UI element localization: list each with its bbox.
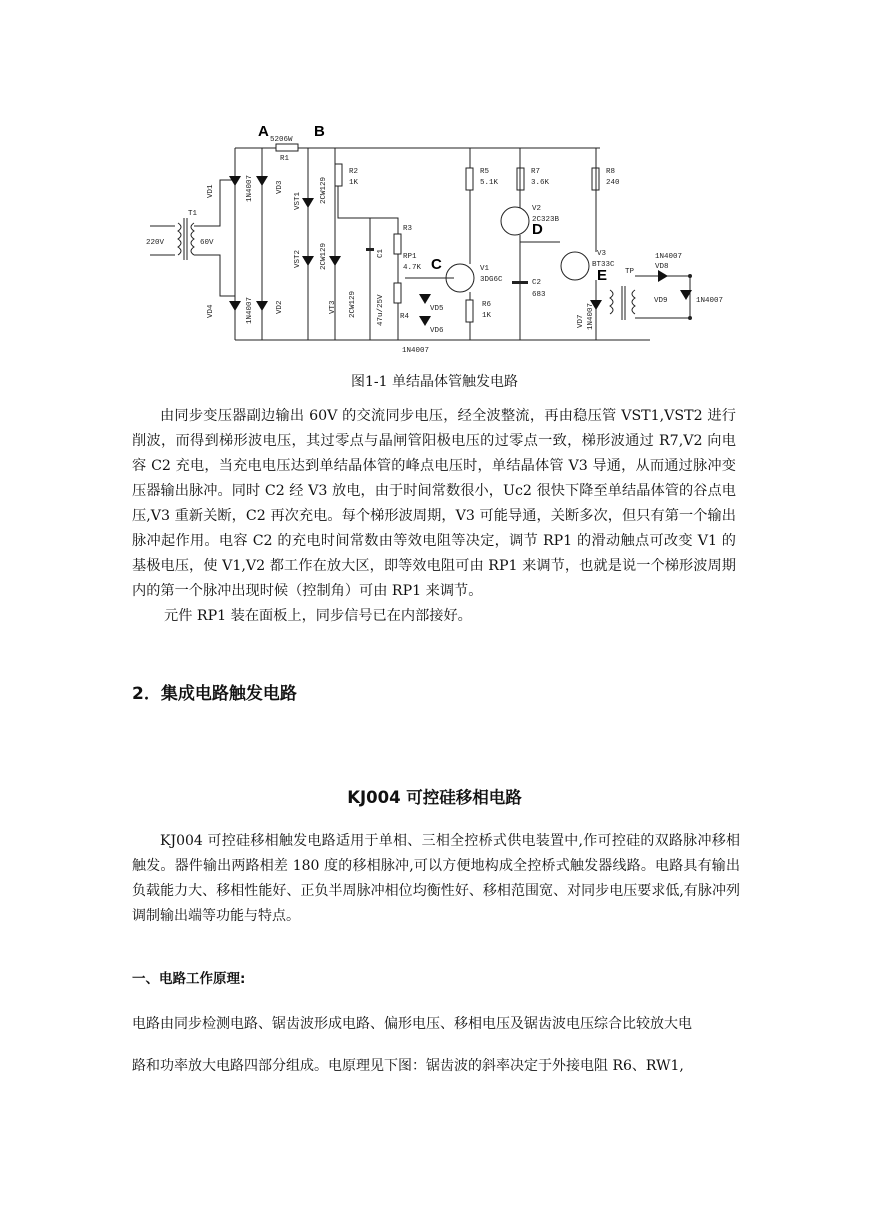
resistor-r6 xyxy=(466,300,473,322)
label-tp: TP xyxy=(625,268,635,276)
transformer-t1 xyxy=(150,180,235,296)
label-r8-value: 240 xyxy=(606,179,620,187)
kj004-body xyxy=(132,829,740,929)
section1-paragraph-2: 元件 RP1 装在面板上，同步信号已在内部接好。 xyxy=(164,608,472,624)
label-v-in: 220V xyxy=(146,239,165,247)
kj004-paragraph: KJ004 可控硅移相触发电路适用于单相、三相全控桥式供电装置中,作可控硅的双路脉冲移相触发。器件输出两路相差 180 度的移相脉冲,可以方便地构成全控桥式触发器线路。电路具有输出负载能力大、移相性能好、正负半周脉冲相位均衡性好、移相范围宽、对同步电压要求低,有脉冲列调制输出端等功能与特点。 xyxy=(132,833,740,924)
output-terminal-2 xyxy=(688,316,692,320)
label-v2-type: 2C323B xyxy=(532,216,560,224)
section1-paragraph-1: 由同步变压器副边输出 60V 的交流同步电压，经全波整流，再由稳压管 VST1,VST2 进行削波，而得到梯形波电压，其过零点与晶闸管阳极电压的过零点一致，梯形波通过 R7,V2 向电容 C2 充电，当充电电压达到单结晶体管的峰点电压时，单结晶体管 V3 导通，从而通过脉冲变压器输出脉冲。同时 C2 经 V3 放电，由于时间常数很小，Uc2 很快下降至单结晶体管的谷点电压,V3 重新关断，C2 再次充电。每个梯形波周期，V3 可能导通，关断多次，但只有第一个输出脉冲起作用。电容 C2 的充电时间常数由等效电阻等决定，调节 RP1 的滑动触点可改变 V1 的基极电压，使 V1,V2 都工作在放大区，即等效电阻可由 RP1 来调节，也就是说一个梯形波周期内的第一个脉冲出现时候（控制角）可由 RP1 来调节。 xyxy=(132,408,736,599)
label-r6-value: 1K xyxy=(482,312,492,320)
section1-body xyxy=(132,404,736,629)
label-v1: V1 xyxy=(480,265,490,273)
label-vd7-type: 1N4007 xyxy=(587,302,595,330)
label-vd7: VD7 xyxy=(577,314,585,328)
label-r8: R8 xyxy=(606,168,616,176)
v3-wiring xyxy=(520,148,596,340)
principle-line-2: 路和功率放大电路四部分组成。电原理见下图：锯齿波的斜率决定于外接电阻 R6、RW1, xyxy=(132,1058,684,1074)
section2-heading: 2．集成电路触发电路 xyxy=(132,684,297,704)
node-c: C xyxy=(431,256,442,273)
diode-vd3 xyxy=(256,176,268,186)
label-vd1: VD1 xyxy=(207,184,215,198)
node-b: B xyxy=(314,123,325,140)
zener-vt3 xyxy=(329,256,341,266)
node-e: E xyxy=(597,267,608,284)
label-v2: V2 xyxy=(532,205,542,213)
label-vst2: VST2 xyxy=(294,249,302,268)
label-vt3: VT3 xyxy=(329,300,337,314)
label-vt3-type: 2CW129 xyxy=(349,290,357,318)
label-r4: R4 xyxy=(400,313,410,321)
diode-vd2 xyxy=(256,301,268,311)
label-vd9-type: 1N4007 xyxy=(696,297,724,305)
label-vst1: VST1 xyxy=(294,191,302,210)
label-v3: V3 xyxy=(597,250,607,258)
capacitor-c2 xyxy=(512,281,528,284)
label-r7: R7 xyxy=(531,168,541,176)
resistor-r1 xyxy=(276,144,298,151)
label-c2: C2 xyxy=(532,279,542,287)
principle-line-1: 电路由同步检测电路、锯齿波形成电路、偏形电压、移相电压及锯齿波电压综合比较放大电 xyxy=(132,1016,692,1032)
node-d: D xyxy=(532,221,543,238)
label-c2-value: 683 xyxy=(532,291,546,299)
diode-vd4 xyxy=(229,301,241,311)
rp1-branch xyxy=(338,186,398,340)
figure-caption: 图1-1 单结晶体管触发电路 xyxy=(351,374,518,390)
label-vd6: VD6 xyxy=(430,327,444,335)
label-vst1-type: 2CW129 xyxy=(320,176,328,204)
principle-heading: 一、电路工作原理: xyxy=(132,971,246,987)
label-rp1-value: 4.7K xyxy=(403,264,422,272)
diode-vd6 xyxy=(419,316,431,326)
label-rp1: RP1 xyxy=(403,253,417,261)
label-r5-value: 5.1K xyxy=(480,179,499,187)
resistor-r3 xyxy=(394,234,401,254)
label-c1-value: 47u/25V xyxy=(377,294,385,326)
node-a: A xyxy=(258,123,269,140)
zener-vst2 xyxy=(302,256,314,266)
label-vst2-type: 2CW129 xyxy=(320,242,328,270)
label-v3-type: BT33C xyxy=(592,261,615,269)
output-terminal-1 xyxy=(688,274,692,278)
label-vd4-type: 1N4007 xyxy=(246,296,254,324)
label-vd8-type: 1N4007 xyxy=(655,253,683,261)
pulse-transformer-tp xyxy=(610,286,635,320)
label-vd9: VD9 xyxy=(654,297,668,305)
label-vd3: VD3 xyxy=(276,180,284,194)
label-vd4: VD4 xyxy=(207,304,215,318)
diode-vd5 xyxy=(419,294,431,304)
resistor-r4 xyxy=(394,283,401,303)
zener-vst1 xyxy=(302,198,314,208)
label-r5: R5 xyxy=(480,168,490,176)
label-r3: R3 xyxy=(403,225,413,233)
label-r6: R6 xyxy=(482,301,492,309)
label-r2: R2 xyxy=(349,168,359,176)
label-c1: C1 xyxy=(377,248,385,258)
resistor-r2 xyxy=(335,164,342,186)
resistor-r5 xyxy=(466,168,473,190)
transistor-v2 xyxy=(501,207,529,235)
diode-vd8 xyxy=(658,270,668,282)
label-vd2: VD2 xyxy=(276,300,284,314)
trigger-circuit-diagram xyxy=(130,118,730,368)
kj004-title: KJ004 可控硅移相电路 xyxy=(347,788,522,807)
label-vd5: VD5 xyxy=(430,305,444,313)
diode-vd1 xyxy=(229,176,241,186)
label-r1: R1 xyxy=(280,155,290,163)
label-v-out: 60V xyxy=(200,239,214,247)
label-vd1-type: 1N4007 xyxy=(246,174,254,202)
ujt-v3 xyxy=(561,252,589,280)
label-1n4007-bottom: 1N4007 xyxy=(402,347,430,355)
label-r2-value: 1K xyxy=(349,179,359,187)
capacitor-c1 xyxy=(366,248,374,251)
label-t1: T1 xyxy=(188,210,198,218)
label-vd8: VD8 xyxy=(655,263,669,271)
label-r1-value: 5206W xyxy=(270,136,293,144)
label-r7-value: 3.6K xyxy=(531,179,550,187)
label-v1-type: 3DG6C xyxy=(480,276,503,284)
